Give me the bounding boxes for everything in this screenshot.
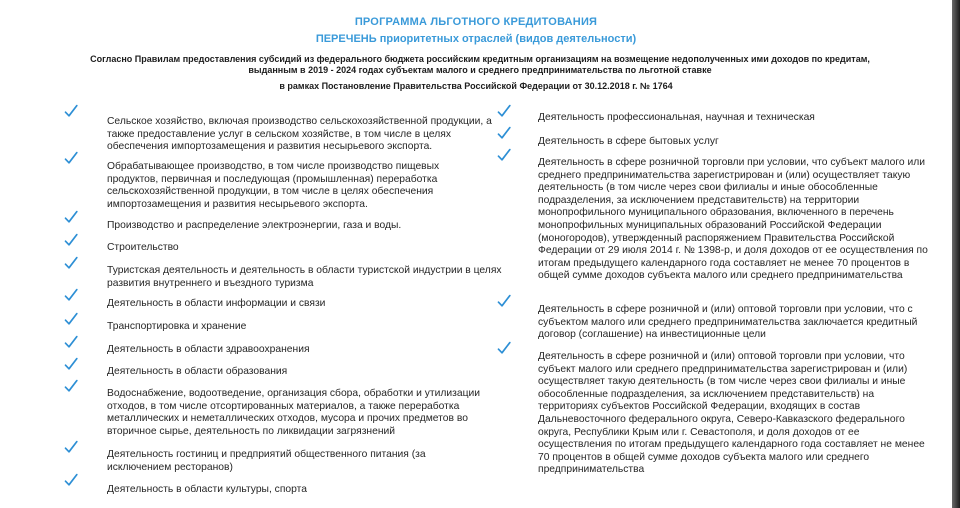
checkmark-icon (497, 126, 511, 140)
list-item: Строительство (107, 242, 179, 253)
list-item: Деятельность в области информации и связи (107, 298, 326, 309)
page-subtitle: ПЕРЕЧЕНЬ приоритетных отраслей (видов деятельности) (315, 33, 637, 45)
page-title: ПРОГРАММА ЛЬГОТНОГО КРЕДИТОВАНИЯ (354, 16, 598, 28)
page-edge-shadow (952, 0, 960, 508)
intro-text: Согласно Правилам предоставления субсидий из федерального бюджета российским кредитным организациям на возмещение недополученных ими доходов по кредитам, выданным в 2019 - 2024 годах субъектам малого и среднего предпринимательства по льготной ставке (90, 54, 870, 75)
checkmark-icon (497, 104, 511, 118)
list-item: Деятельность в сфере бытовых услуг (538, 136, 719, 147)
list-item: Туристская деятельность и деятельность в области туристской индустрии в целях развития внутреннего и въездного туризма (107, 265, 502, 289)
checkmark-icon (497, 148, 511, 162)
list-item: Транспортировка и хранение (107, 321, 247, 332)
list-item: Деятельность в области образования (107, 366, 288, 377)
list-item: Водоснабжение, водоотведение, организация сбора, обработки и утилизации отходов, в том числе отсортированных материалов, а также переработка металлических и неметаллических отходов, мусора и прочих предметов во вторичное сырье, деятельность по ликвидации загрязнений (107, 388, 481, 437)
list-item: Обрабатывающее производство, в том числе производство пищевых продуктов, первичная и последующая (промышленная) переработка сельскохозяйственной продукции, в том числе в целях обеспечения импортозамещения и развития несырьевого экспорта. (107, 161, 440, 210)
list-item: Деятельность в сфере розничной торговли при условии, что субъект малого или среднего предпринимательства зарегистрирован и (или) осуществляет такую деятельность (в том числе через свои филиалы и иные обособленные подразделения, за исключением представительств) на территории монопрофильного муниципального образования, включенного в перечень монопрофильных муниципальных образований Российской Федерации (моногородов), утвержденный распоряжением Правительства Российской Федерации от 29 июля 2014 г. № 1398-р, и доля доходов от ее осуществления по итогам предыдущего календарного года составляет не менее 70 процентов в общей сумме доходов субъекта малого или среднего предпринимательства (538, 157, 928, 282)
list-item: Деятельность профессиональная, научная и техническая (538, 112, 815, 123)
checkmark-icon (497, 294, 511, 308)
intro-resolution: в рамках Постановление Правительства Российской Федерации от 30.12.2018 г. № 1764 (279, 81, 673, 91)
list-item: Деятельность в области здравоохранения (107, 344, 310, 355)
list-item: Сельское хозяйство, включая производство сельскохозяйственной продукции, а также предоставление услуг в сельском хозяйстве, в том числе в целях обеспечения импортозамещения и развития несырьевого экспорта. (107, 116, 492, 153)
checkmark-icon (497, 341, 511, 355)
list-item: Деятельность в сфере розничной и (или) оптовой торговли при условии, что субъект малого или среднего предпринимательства зарегистрирован и (или) осуществляет такую деятельность (в том числе через свои филиалы и иные обособленные подразделения, за исключением представительств) на территориях субъектов Российской Федерации, входящих в состав Дальневосточного федерального округа, Северо-Кавказского федерального округа, Республики Крым или г. Севастополя, и доля доходов от ее осуществления по итогам предыдущего календарного года составляет не менее 70 процентов в общей сумме доходов субъекта малого или среднего предпринимательства (538, 351, 925, 476)
list-item: Деятельность в области культуры, спорта (107, 484, 307, 495)
list-item: Производство и распределение электроэнергии, газа и воды. (107, 220, 402, 231)
list-item: Деятельность в сфере розничной и (или) оптовой торговли при условии, что с субъектом малого или среднего предпринимательства заключается кредитный договор (соглашение) на инвестиционные цели (538, 304, 918, 341)
list-item: Деятельность гостиниц и предприятий общественного питания (за исключением ресторанов) (107, 449, 426, 473)
